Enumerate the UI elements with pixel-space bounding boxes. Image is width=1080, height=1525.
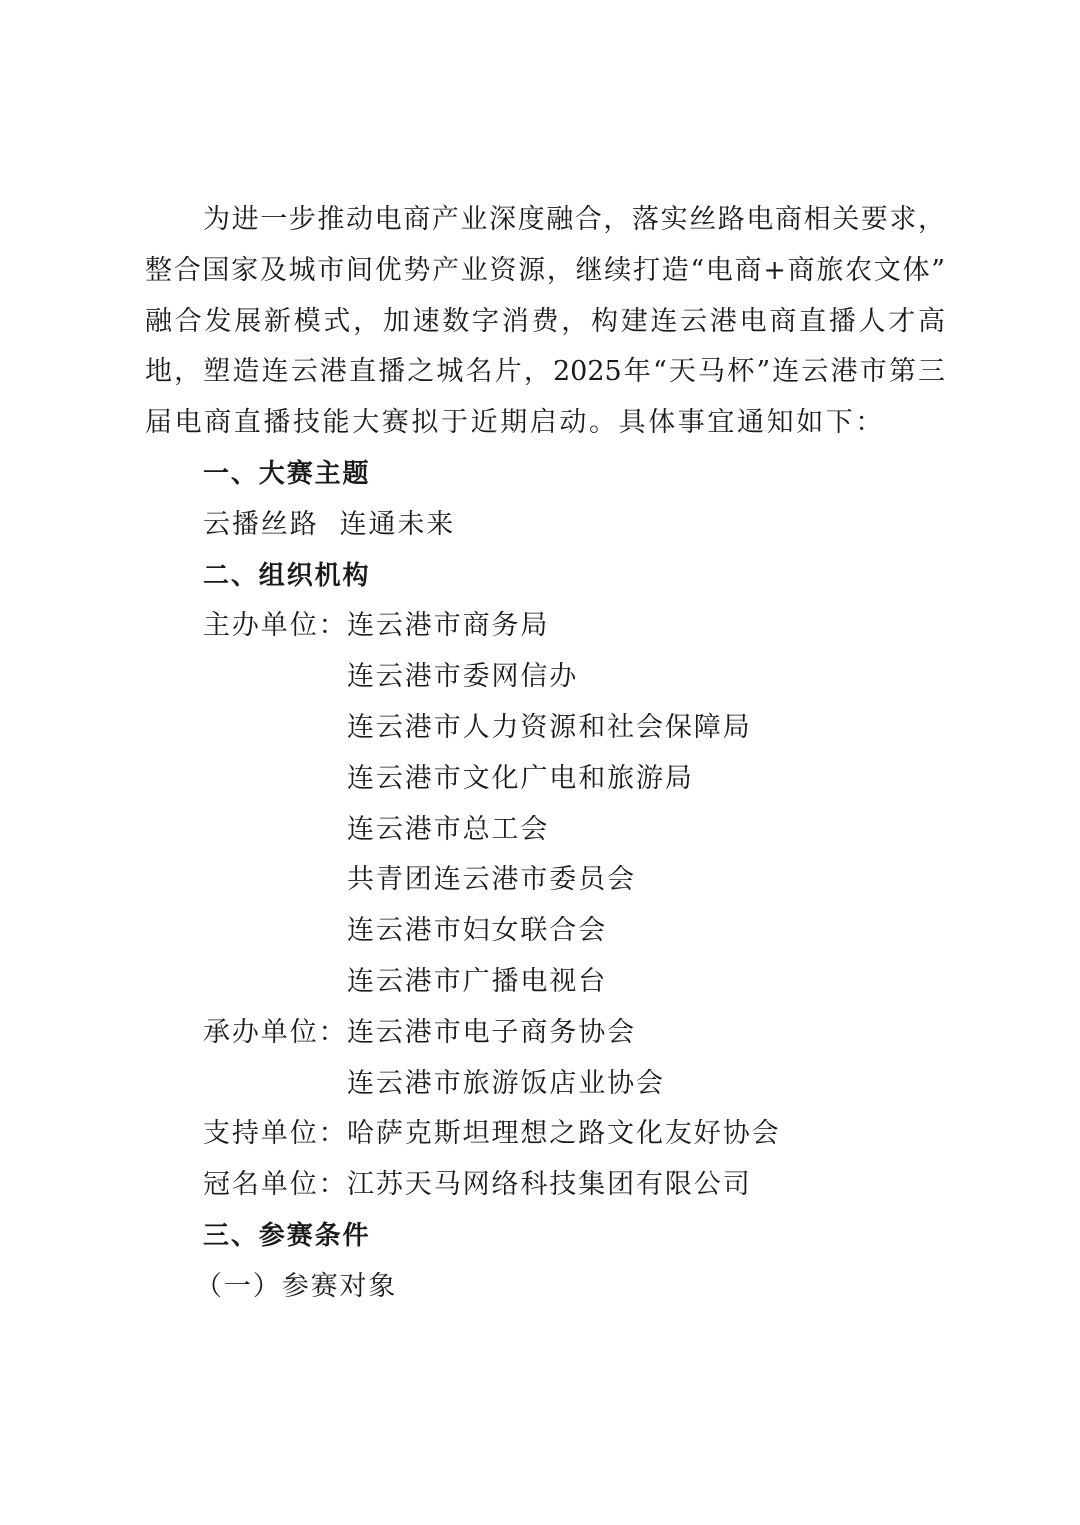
support-row	[145, 1109, 945, 1160]
section-heading-organization: 二、组织机构	[203, 560, 371, 591]
support-item: 哈萨克斯坦理想之路文化友好协会	[347, 1118, 781, 1150]
host-item: 连云港市总工会	[347, 813, 550, 845]
intro-line: 地，塑造连云港直播之城名片，2025年“天马杯”连云港市第三	[145, 356, 945, 388]
support-label: 支持单位：	[203, 1118, 348, 1150]
host-label: 主办单位：	[203, 610, 348, 642]
host-item: 共青团连云港市委员会	[347, 864, 636, 896]
intro-line: 整合国家及城市间优势产业资源，继续打造“电商+商旅农文体”	[145, 254, 945, 286]
host-row	[145, 601, 945, 652]
title-sponsor-label: 冠名单位：	[203, 1169, 348, 1201]
host-item: 连云港市妇女联合会	[347, 915, 608, 947]
host-item: 连云港市人力资源和社会保障局	[347, 711, 752, 743]
intro-line: 融合发展新模式，加速数字消费，构建连云港电商直播人才高	[145, 305, 945, 337]
host-item: 连云港市文化广电和旅游局	[347, 762, 694, 794]
host-item: 连云港市商务局	[347, 610, 550, 642]
document-body	[145, 195, 945, 1313]
subsection-heading: （一）参赛对象	[195, 1270, 398, 1302]
section-heading-conditions: 三、参赛条件	[203, 1220, 371, 1251]
host-item: 连云港市委网信办	[347, 661, 579, 693]
theme-text: 云播丝路 连通未来	[203, 508, 456, 540]
intro-line: 届电商直播技能大赛拟于近期启动。具体事宜通知如下：	[145, 407, 885, 439]
organizer-row	[145, 1008, 945, 1059]
intro-line: 为进一步推动电商产业深度融合，落实丝路电商相关要求，	[203, 204, 945, 235]
title-sponsor-item: 江苏天马网络科技集团有限公司	[347, 1169, 752, 1201]
host-item: 连云港市广播电视台	[347, 965, 608, 997]
title-sponsor-row	[145, 1160, 945, 1211]
organizer-item: 连云港市旅游饭店业协会	[347, 1067, 665, 1099]
organizer-label: 承办单位：	[203, 1016, 348, 1048]
section-heading-theme: 一、大赛主题	[203, 458, 371, 489]
organizer-item: 连云港市电子商务协会	[347, 1016, 636, 1048]
